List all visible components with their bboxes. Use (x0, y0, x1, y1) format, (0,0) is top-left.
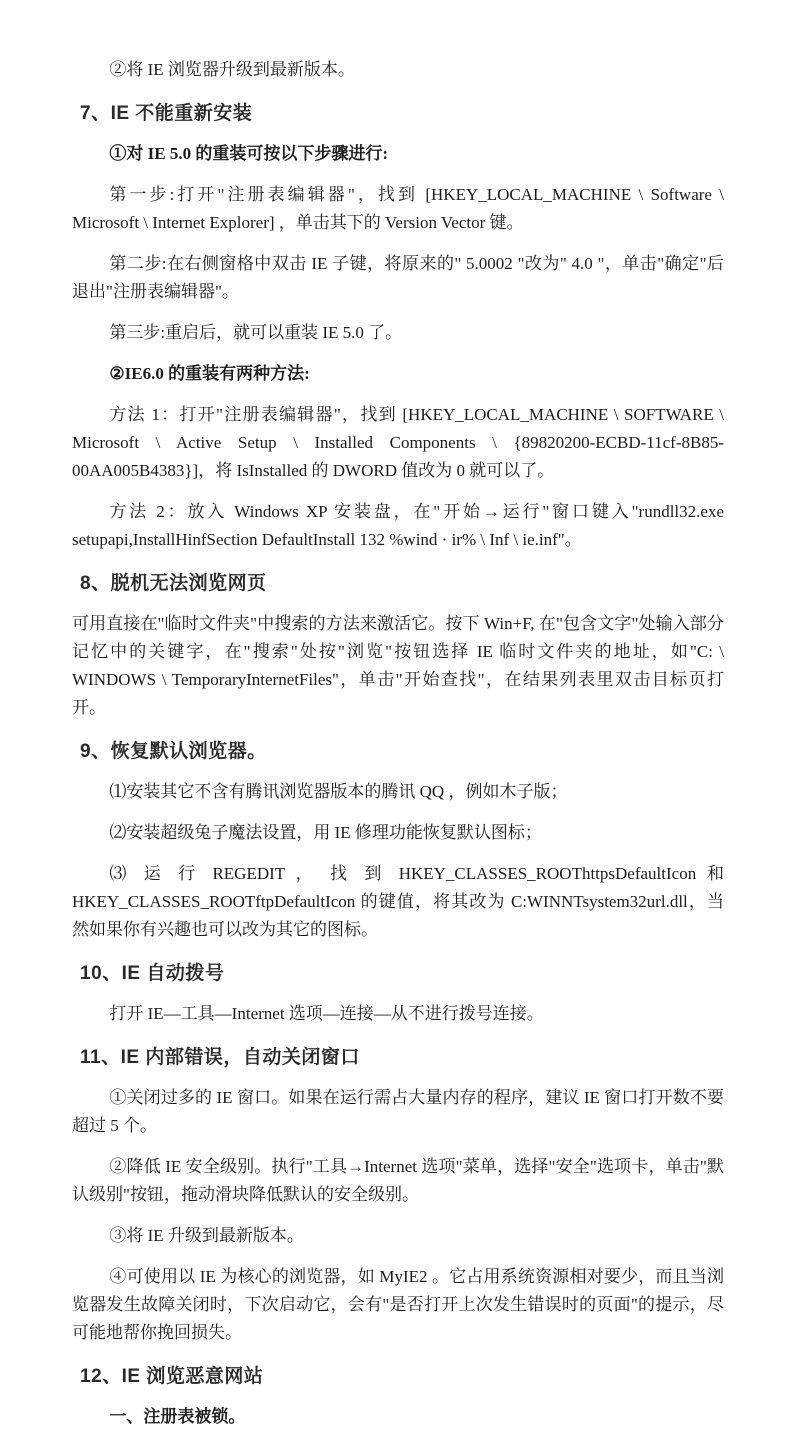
section-heading-11-internal-error: 11、IE 内部错误，自动关闭窗口 (80, 1047, 360, 1068)
paragraph-temp-folder-search: 可用直接在"临时文件夹"中搜索的方法来激活它。按下 Win+F, 在"包含文字"处输入部分记忆中的关键字，在"搜索"处按"浏览"按钮选择 IE 临时文件夹的地址，如"C: \ WINDOWS \ TemporaryInternetFiles"，单击"开始查找"，在结果列表里双击目标页打开。 (72, 614, 724, 717)
paragraph-use-myie2: ④可使用以 IE 为核心的浏览器，如 MyIE2 。它占用系统资源相对要少，而且当浏览器发生故障关闭时，下次启动它，会有"是否打开上次发生错误时的页面"的提示，尽可能地帮你挽回损失。 (72, 1267, 724, 1342)
paragraph-registry-locked: 一、注册表被锁。 (109, 1407, 246, 1426)
paragraph-run-regedit: ⑶ 运 行 REGEDIT ， 找 到 HKEY_CLASSES_ROOThttpsDefaultIcon 和 HKEY_CLASSES_ROOTftpDefaultIcon 的键值，将其改为 C:WINNTsystem32url.dll，当然如果你有兴趣也可以改为其它的图标。 (72, 864, 724, 939)
paragraph-method1-registry: 方法 1：打开"注册表编辑器"，找到 [HKEY_LOCAL_MACHINE \ SOFTWARE \ Microsoft \ Active Setup \ Installed Components \ {89820200-ECBD-11cf-8B85-00AA005B4383}]，将 IsInstalled 的 DWORD 值改为 0 就可以了。 (72, 405, 724, 480)
paragraph-never-dial: 打开 IE—工具—Internet 选项—连接—从不进行拨号连接。 (109, 1004, 544, 1023)
paragraph-method2-rundll: 方法 2：放入 Windows XP 安装盘，在"开始→运行"窗口键入"rundll32.exe setupapi,InstallHinfSection DefaultInstall 132 %wind · ir% \ Inf \ ie.inf"。 (72, 502, 724, 549)
section-heading-8-offline-browse: 8、脱机无法浏览网页 (80, 573, 267, 594)
paragraph-super-rabbit: ⑵安装超级兔子魔法设置，用 IE 修理功能恢复默认图标； (109, 823, 542, 842)
section-heading-12-malicious-site: 12、IE 浏览恶意网站 (80, 1366, 264, 1387)
paragraph-step2-change-value: 第二步:在右侧窗格中双击 IE 子键，将原来的" 5.0002 "改为" 4.0 "，单击"确定"后退出"注册表编辑器"。 (72, 254, 724, 301)
section-heading-9-default-browser: 9、恢复默认浏览器。 (80, 741, 267, 762)
paragraph-ie50-steps-intro: ①对 IE 5.0 的重装可按以下步骤进行: (109, 144, 389, 163)
paragraph-install-qq: ⑴安装其它不含有腾讯浏览器版本的腾讯 QQ ，例如木子版； (109, 782, 568, 801)
paragraph-ie-upgrade-latest: ②将 IE 浏览器升级到最新版本。 (109, 60, 355, 79)
paragraph-close-windows: ①关闭过多的 IE 窗口。如果在运行需占大量内存的程序，建议 IE 窗口打开数不要超过 5 个。 (72, 1088, 724, 1135)
paragraph-step3-restart: 第三步:重启后，就可以重装 IE 5.0 了。 (109, 323, 403, 342)
paragraph-step1-registry: 第一步:打开"注册表编辑器"，找到 [HKEY_LOCAL_MACHINE \ Software \ Microsoft \ Internet Explorer] ，单击其下的 Version Vector 键。 (72, 185, 724, 232)
paragraph-lower-security: ②降低 IE 安全级别。执行"工具→Internet 选项"菜单，选择"安全"选项卡，单击"默认级别"按钮，拖动滑块降低默认的安全级别。 (72, 1157, 724, 1204)
paragraph-ie60-two-methods: ②IE6.0 的重装有两种方法: (109, 364, 310, 383)
section-heading-10-auto-dial: 10、IE 自动拨号 (80, 963, 225, 984)
section-heading-7-ie-reinstall: 7、IE 不能重新安装 (80, 103, 253, 124)
paragraph-upgrade-ie: ③将 IE 升级到最新版本。 (109, 1226, 304, 1245)
